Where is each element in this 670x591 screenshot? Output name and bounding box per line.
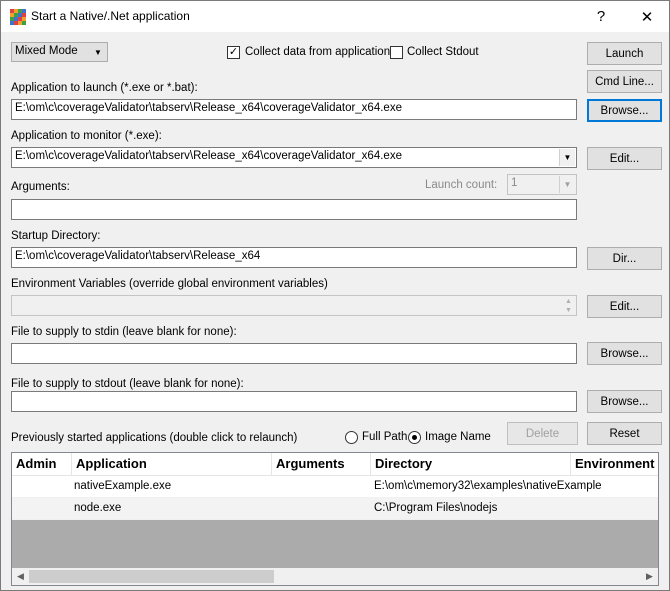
reset-button[interactable] [587,422,662,445]
cell-environment [571,476,660,498]
cell-directory: C:\Program Files\nodejs [374,502,498,514]
image-name-label: Image Name [425,431,491,443]
edit-monitor-button-label: Edit... [609,152,640,165]
full-path-label: Full Path [362,431,408,443]
table-row[interactable] [12,498,658,520]
launch-button[interactable] [587,42,662,65]
reset-button-label: Reset [609,427,640,440]
image-name-radio[interactable] [408,431,421,444]
dir-button-label: Dir... [612,252,637,265]
cell-environment [571,498,660,520]
collect-stdout-checkbox[interactable] [390,46,403,59]
env-vars-input [11,295,577,316]
full-path-radio[interactable] [345,431,358,444]
stdin-input[interactable] [11,343,577,364]
collect-data-label: Collect data from application [245,46,391,58]
window-title: Start a Native/.Net application [31,9,190,23]
arguments-label: Arguments: [11,181,70,193]
help-button[interactable]: ? [596,8,606,25]
collect-stdout-label: Collect Stdout [407,46,479,58]
cell-arguments [272,498,371,520]
edit-monitor-button[interactable] [587,147,662,170]
delete-button[interactable] [507,422,578,445]
title-bar [1,1,669,32]
cell-arguments [272,476,371,498]
app-launch-input[interactable]: E:\om\c\coverageValidator\tabserv\Release_x64\coverageValidator_x64.exe [11,99,577,120]
stdin-label: File to supply to stdin (leave blank for none): [11,326,237,338]
app-launch-label: Application to launch (*.exe or *.bat): [11,82,198,94]
cell-admin [12,498,72,520]
stdout-input[interactable] [11,391,577,412]
arguments-input[interactable] [11,199,577,220]
cmd-line-button-label: Cmd Line... [595,75,654,88]
column-header-application[interactable]: Application [72,453,272,476]
cell-admin [12,476,72,498]
launch-count-select[interactable] [507,174,577,195]
app-monitor-select[interactable] [11,147,577,168]
history-header [12,453,658,476]
column-header-directory[interactable]: Directory [371,453,571,476]
browse-stdout-button[interactable] [587,390,662,413]
table-row[interactable] [12,476,658,498]
scrollbar-thumb[interactable] [29,570,274,583]
stdout-label: File to supply to stdout (leave blank for none): [11,378,244,390]
browse-app-button[interactable] [587,99,662,122]
edit-env-button-label: Edit... [609,300,640,313]
launch-button-label: Launch [605,47,644,60]
edit-env-button[interactable] [587,295,662,318]
close-button[interactable]: ✕ [640,8,654,26]
horizontal-scrollbar[interactable] [12,568,658,585]
startup-dir-label: Startup Directory: [11,230,101,242]
column-header-environment[interactable]: Environment [575,456,655,471]
cmd-line-button[interactable] [587,70,662,93]
spin-up-icon: ▲ [565,298,572,305]
launch-count-label: Launch count: [425,179,498,191]
chevron-down-icon: ▼ [559,176,575,193]
cell-application: nativeExample.exe [74,480,172,492]
scroll-right-icon[interactable]: ▶ [646,571,653,581]
mode-select-value: Mixed Mode [15,45,78,57]
browse-stdin-button-label: Browse... [600,347,649,360]
delete-button-label: Delete [525,427,560,440]
app-monitor-value: E:\om\c\coverageValidator\tabserv\Release_x64\coverageValidator_x64.exe [15,150,402,162]
app-grid-icon [10,9,26,25]
collect-data-checkbox[interactable]: ✓ [228,46,239,58]
cell-directory: E:\om\c\memory32\examples\nativeExample [374,480,602,492]
scroll-left-icon[interactable]: ◀ [17,571,24,581]
mode-select[interactable] [11,42,108,62]
browse-stdin-button[interactable] [587,342,662,365]
browse-app-button-label: Browse... [600,104,649,117]
chevron-down-icon: ▼ [559,149,575,166]
history-label: Previously started applications (double click to relaunch) [11,432,298,444]
chevron-down-icon: ▼ [94,48,102,57]
app-monitor-label: Application to monitor (*.exe): [11,130,162,142]
column-header-admin[interactable]: Admin [12,453,72,476]
column-header-arguments[interactable]: Arguments [272,453,371,476]
spin-down-icon: ▼ [565,307,572,314]
history-list[interactable] [11,452,659,586]
launch-count-value: 1 [511,177,518,189]
browse-stdout-button-label: Browse... [600,395,649,408]
cell-application: node.exe [74,502,122,514]
startup-dir-input[interactable]: E:\om\c\coverageValidator\tabserv\Release_x64 [11,247,577,268]
env-vars-label: Environment Variables (override global environment variables) [11,278,328,290]
dir-button[interactable] [587,247,662,270]
